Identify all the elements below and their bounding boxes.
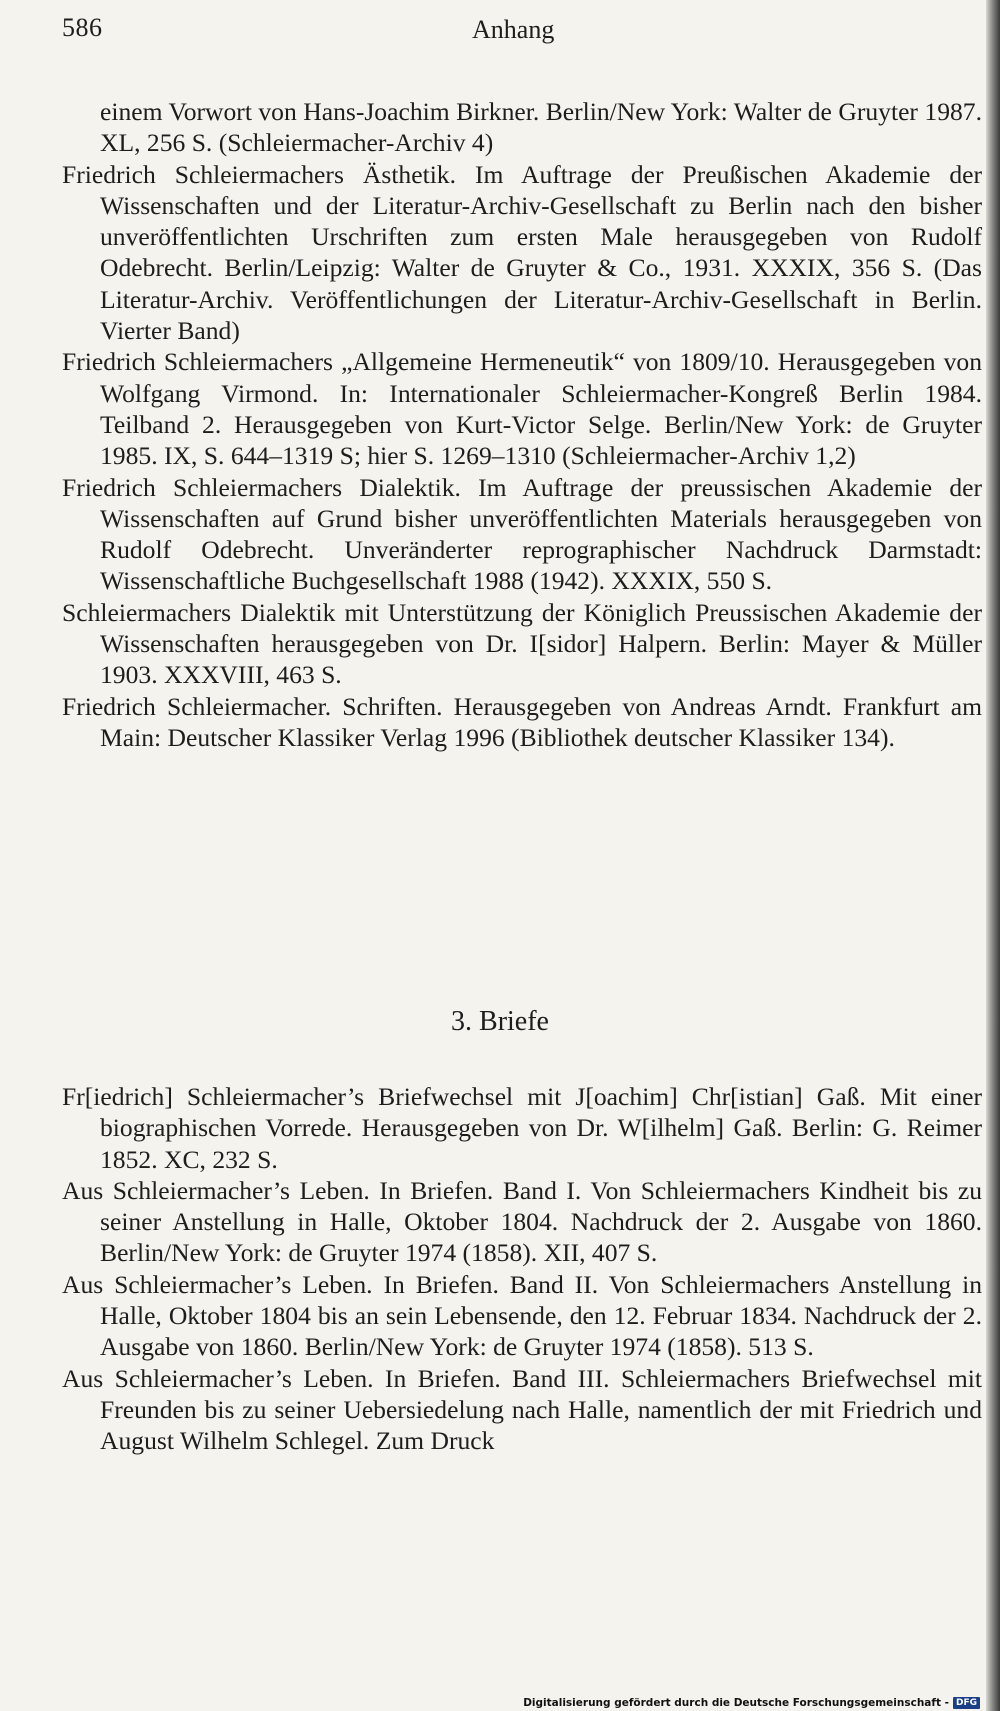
dfg-logo: DFG: [953, 1697, 980, 1709]
bibliography-entry: Aus Schleiermacher’s Leben. In Briefen. Band II. Von Schleiermachers Anstellung in Halle, Oktober 1804 bis an sein Lebensende, den 12. Februar 1834. Nachdruck der 2. Ausgabe von 1860. Berlin/New York: de Gruyter 1974 (1858). 513 S.: [62, 1269, 982, 1362]
page-number: 586: [62, 13, 103, 42]
page-edge-shadow: [986, 0, 1000, 1711]
bibliography-entry: Friedrich Schleiermachers „Allgemeine Hermeneutik“ von 1809/10. Herausgegeben von Wolfgang Virmond. In: Internationaler Schleiermacher-Kongreß Berlin 1984. Teilband 2. Herausgegeben von Kurt-Victor Selge. Berlin/New York: de Gruyter 1985. IX, S. 644–1319 S; hier S. 1269–1310 (Schleiermacher-Archiv 1,2): [62, 347, 982, 471]
digitization-credit: [523, 1697, 980, 1709]
credit-text: Digitalisierung gefördert durch die Deutsche Forschungsgemeinschaft -: [523, 1697, 949, 1709]
bibliography-entry: einem Vorwort von Hans-Joachim Birkner. Berlin/New York: Walter de Gruyter 1987. XL, 256 S. (Schleiermacher-Archiv 4): [100, 97, 982, 158]
running-title: Anhang: [472, 15, 555, 44]
bibliography-list-briefe: [62, 1081, 982, 1457]
bibliography-entry: Aus Schleiermacher’s Leben. In Briefen. Band III. Schleiermachers Briefwechsel mit Freunden bis zu seiner Uebersiedelung nach Halle, namentlich der mit Friedrich und August Wilhelm Schlegel. Zum Druck: [62, 1363, 982, 1456]
bibliography-entry: Fr[iedrich] Schleiermacher’s Briefwechsel mit J[oachim] Chr[istian] Gaß. Mit einer biographischen Vorrede. Herausgegeben von Dr. W[ilhelm] Gaß. Berlin: G. Reimer 1852. XC, 232 S.: [62, 1082, 982, 1174]
bibliography-entry: Friedrich Schleiermachers Dialektik. Im Auftrage der preussischen Akademie der Wissenschaften auf Grund bisher unveröffentlichten Materials herausgegeben von Rudolf Odebrecht. Unveränderter reprographischer Nachdruck Darmstadt: Wissenschaftliche Buchgesellschaft 1988 (1942). XXXIX, 550 S.: [62, 472, 982, 596]
bibliography-entry: Friedrich Schleiermachers Ästhetik. Im Auftrage der Preußischen Akademie der Wissenschaften und der Literatur-Archiv-Gesellschaft zu Berlin nach den bisher unveröffentlichten Urschriften zum ersten Male herausgegeben von Rudolf Odebrecht. Berlin/Leipzig: Walter de Gruyter & Co., 1931. XXXIX, 356 S. (Das Literatur-Archiv. Veröffentlichungen der Literatur-Archiv-Gesellschaft in Berlin. Vierter Band): [62, 159, 982, 346]
bibliography-entry: Aus Schleiermacher’s Leben. In Briefen. Band I. Von Schleiermachers Kindheit bis zu seiner Anstellung in Halle, Oktober 1804. Nachdruck der 2. Ausgabe von 1860. Berlin/New York: de Gruyter 1974 (1858). XII, 407 S.: [62, 1175, 982, 1268]
bibliography-entry: Schleiermachers Dialektik mit Unterstützung der Königlich Preussischen Akademie der Wissenschaften herausgegeben von Dr. I[sidor] Halpern. Berlin: Mayer & Müller 1903. XXXVIII, 463 S.: [62, 597, 982, 690]
bibliography-list-top: [62, 96, 982, 753]
section-heading: 3. Briefe: [451, 1006, 549, 1037]
bibliography-entry: Friedrich Schleiermacher. Schriften. Herausgegeben von Andreas Arndt. Frankfurt am Main: Deutscher Klassiker Verlag 1996 (Bibliothek deutscher Klassiker 134).: [62, 691, 982, 752]
